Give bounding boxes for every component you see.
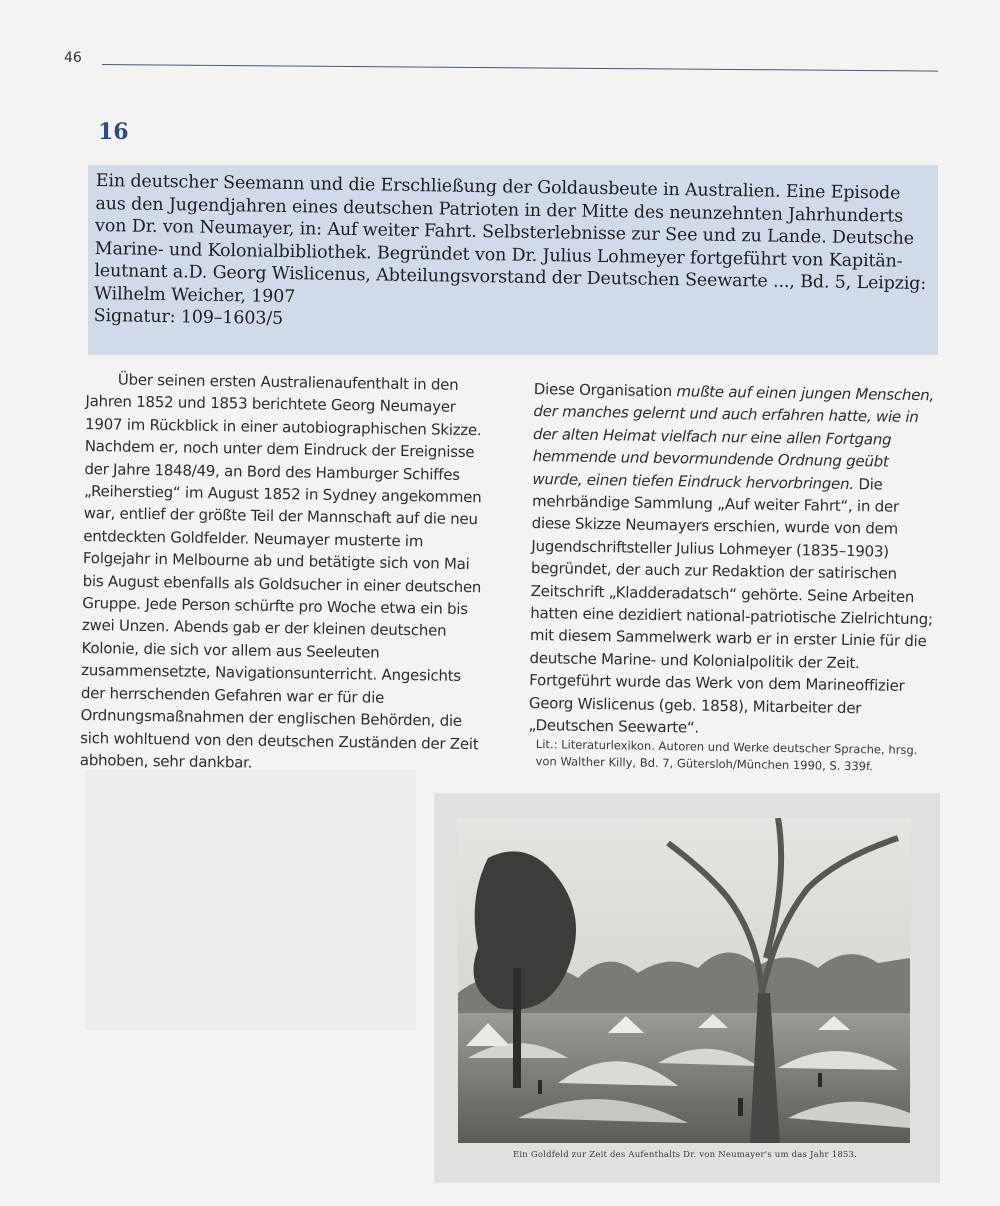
left-tree-trunk	[513, 968, 521, 1088]
entry-title	[94, 170, 934, 341]
left-column	[80, 368, 486, 778]
right-paragraph	[528, 378, 938, 743]
entry-number: 16	[98, 119, 129, 145]
left-paragraph: Über seinen ersten Australienaufenthalt in den Jahren 1852 und 1853 berichtete Georg Neumayer 1907 im Rückblick in einer autobiographischen Skizze. Nachdem er, noch unter dem Eindruck der Ereignisse der Jahre 1848/49, an Bord des Hamburger Schiffes „Reiherstieg“ im August 1852 in Sydney angekommen war, entlief der größte Teil der Mannschaft auf die neu entdeckten Goldfelder. Neumayer musterte im Folgejahr in Melbourne ab und betätigte sich von Mai bis August ebenfalls als Goldsucher in einer deutschen Gruppe. Jede Person schürfte pro Woche etwa ein bis zwei Unzen. Abends gab er der kleinen deutschen Kolonie, die sich vor allem aus Seeleuten zusammensetzte, Navigationsunterricht. Angesichts der herrschenden Gefahren war er für die Ordnungsmaßnahmen der englischen Behörden, die sich wohltuend von den deutschen Zuständen der Zeit abhoben, sehr dankbar.	[79, 370, 482, 772]
miner-figure	[738, 1098, 743, 1116]
photo-caption: Ein Goldfeld zur Zeit des Aufenthalts Dr. von Neumayer's um das Jahr 1853.	[512, 1150, 858, 1160]
header-rule	[102, 64, 938, 72]
right-intro: Diese Organisation	[533, 379, 677, 401]
entry-title-text: Ein deutscher Seemann und die Erschließung der Goldausbeute in Australien. Eine Episode aus den Jugendjahren eines deutschen Patrioten in der Mitte des neunzehnten Jahrhunderts von Dr. von Neumayer, in: Auf weiter Fahrt. Selbsterlebnisse zur See und zu Lande. Deutsche Marine- und Kolonialbibliothek. Begründet von Dr. Julius Lohmeyer fortgeführt von Kapitän-leutnant a.D. Georg Wislicenus, Abteilungsvorstand der Deutschen Seewarte ..., Bd. 5, Leipzig: Wilhelm Weicher, 1907	[93, 170, 927, 307]
right-quote: mußte auf einen jungen Menschen, der manches gelernt und auch erfahren hatte, wie in der alten Heimat vielfach nur eine allen Fortgang hemmende und bevormundende Ordnung geübt wurde, einen tiefen Eindruck hervorbringen.	[532, 382, 935, 493]
bleed-through-shadow	[86, 770, 416, 1030]
right-column	[528, 378, 938, 743]
miner-figure	[818, 1073, 822, 1087]
literature-reference: Lit.: Literaturlexikon. Autoren und Werke deutscher Sprache, hrsg. von Walther Killy, Bd. 7, Gütersloh/München 1990, S. 339f.	[535, 736, 918, 774]
goldfield-photo	[458, 818, 910, 1143]
goldfield-illustration	[458, 818, 910, 1143]
ground	[458, 1013, 910, 1143]
right-rest: Die mehrbändige Sammlung „Auf weiter Fahrt“, in der diese Skizze Neumayers erschien, wurde von dem Jugendschriftsteller Julius Lohmeyer (1835–1903) begründet, der auch zur Redaktion der satirischen Zeitschrift „Kladderadatsch“ gehörte. Seine Arbeiten hatten eine dezidiert national-patriotische Zielrichtung; mit diesem Sammelwerk warb er in erster Linie für die deutsche Marine- und Kolonialpolitik der Zeit. Fortgeführt wurde das Werk von dem Marineoffizier Georg Wislicenus (geb. 1858), Mitarbeiter der „Deutschen Seewarte“.	[528, 474, 933, 737]
page-number: 46	[64, 50, 82, 66]
miner-figure	[538, 1080, 542, 1094]
entry-signature: Signatur: 109–1603/5	[93, 305, 284, 329]
